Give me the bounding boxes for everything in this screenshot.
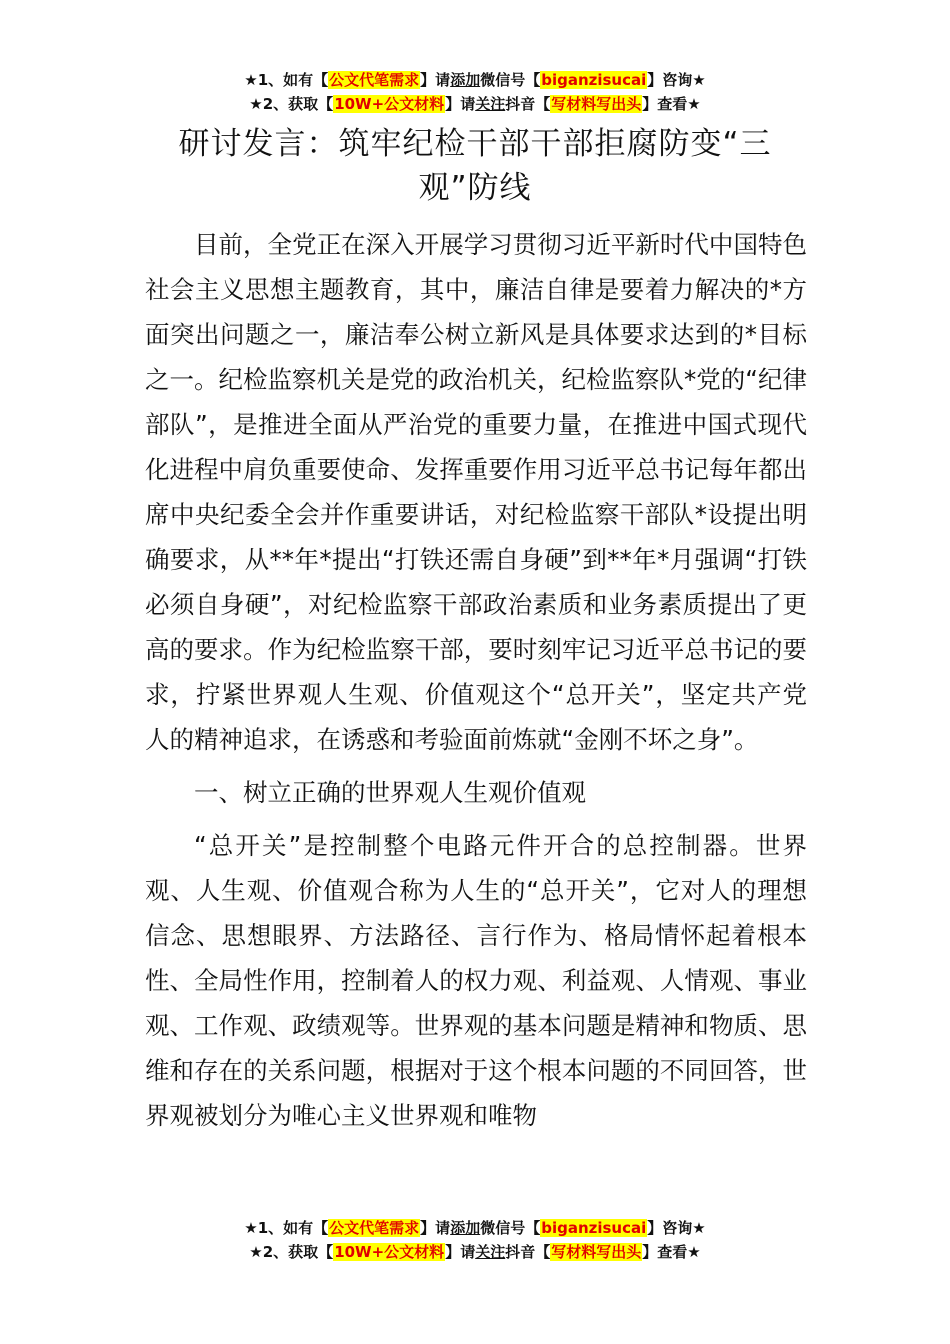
body-paragraph: 目前，全党正在深入开展学习贯彻习近平新时代中国特色社会主义思想主题教育，其中，廉洁自律是要着力解决的*方面突出问题之一，廉洁奉公树立新风是具体要求达到的*目标之一。纪检监察机关是党的政治机关，纪检监察队*党的“纪律部队”，是推进全面从严治党的重要力量，在推进中国式现代化进程中肩负重要使命、发挥重要作用习近平总书记每年都出席中央纪委全会并作重要讲话，对纪检监察干部队*设提出明确要求，从**年*提出“打铁还需自身硬”到**年*月强调“打铁必须自身硬”，对纪检监察干部政治素质和业务素质提出了更高的要求。作为纪检监察干部，要时刻牢记习近平总书记的要求，拧紧世界观人生观、价值观这个“总开关”，坚定共产党人的精神追求，在诱惑和考验面前炼就“金刚不坏之身”。 (145, 230, 807, 754)
banner-text: 】查看★ (642, 95, 701, 113)
banner-highlight: 写材料写出头 (551, 95, 642, 113)
promo-banner-top (0, 68, 950, 116)
banner-text: 微信号【 (480, 71, 541, 89)
banner-line-1 (0, 1216, 950, 1240)
banner-line-2 (0, 92, 950, 116)
banner-text: 】请 (445, 1243, 476, 1261)
banner-underline: 关注 (475, 95, 506, 113)
banner-text: 抖音【 (505, 1243, 551, 1261)
banner-text: 抖音【 (505, 95, 551, 113)
banner-underline: 添加 (450, 1219, 481, 1237)
banner-text: 】请 (420, 71, 451, 89)
banner-line-2 (0, 1240, 950, 1264)
banner-text: 微信号【 (480, 1219, 541, 1237)
banner-underline: 关注 (475, 1243, 506, 1261)
banner-text: 】请 (445, 95, 476, 113)
banner-highlight: 公文代笔需求 (329, 1219, 420, 1237)
banner-highlight: 10W+公文材料 (334, 95, 445, 113)
banner-line-1 (0, 68, 950, 92)
banner-highlight: biganzisucai (541, 1219, 647, 1237)
banner-underline: 添加 (450, 71, 481, 89)
banner-text: 】请 (420, 1219, 451, 1237)
banner-highlight: biganzisucai (541, 71, 647, 89)
banner-text: 】咨询★ (647, 1219, 706, 1237)
document-title: 研讨发言：筑牢纪检干部干部拒腐防变“三观”防线 (178, 126, 772, 206)
document-body (145, 222, 807, 1138)
banner-highlight: 写材料写出头 (551, 1243, 642, 1261)
body-paragraph: “总开关”是控制整个电路元件开合的总控制器。世界观、人生观、价值观合称为人生的“总开关”，它对人的理想信念、思想眼界、方法路径、言行作为、格局情怀起着根本性、全局性作用，控制着人的权力观、利益观、人情观、事业观、工作观、政绩观等。世界观的基本问题是精神和物质、思维和存在的关系问题，根据对于这个根本问题的不同回答，世界观被划分为唯心主义世界观和唯物 (145, 831, 807, 1130)
banner-text: ★2、获取【 (249, 1243, 334, 1261)
banner-text: 】咨询★ (647, 71, 706, 89)
promo-banner-bottom (0, 1216, 950, 1264)
banner-highlight: 公文代笔需求 (329, 71, 420, 89)
banner-text: ★1、如有【 (244, 71, 329, 89)
banner-highlight: 10W+公文材料 (334, 1243, 445, 1261)
banner-text: ★2、获取【 (249, 95, 334, 113)
banner-text: ★1、如有【 (244, 1219, 329, 1237)
banner-text: 】查看★ (642, 1243, 701, 1261)
section-heading: 一、树立正确的世界观人生观价值观 (194, 778, 586, 807)
